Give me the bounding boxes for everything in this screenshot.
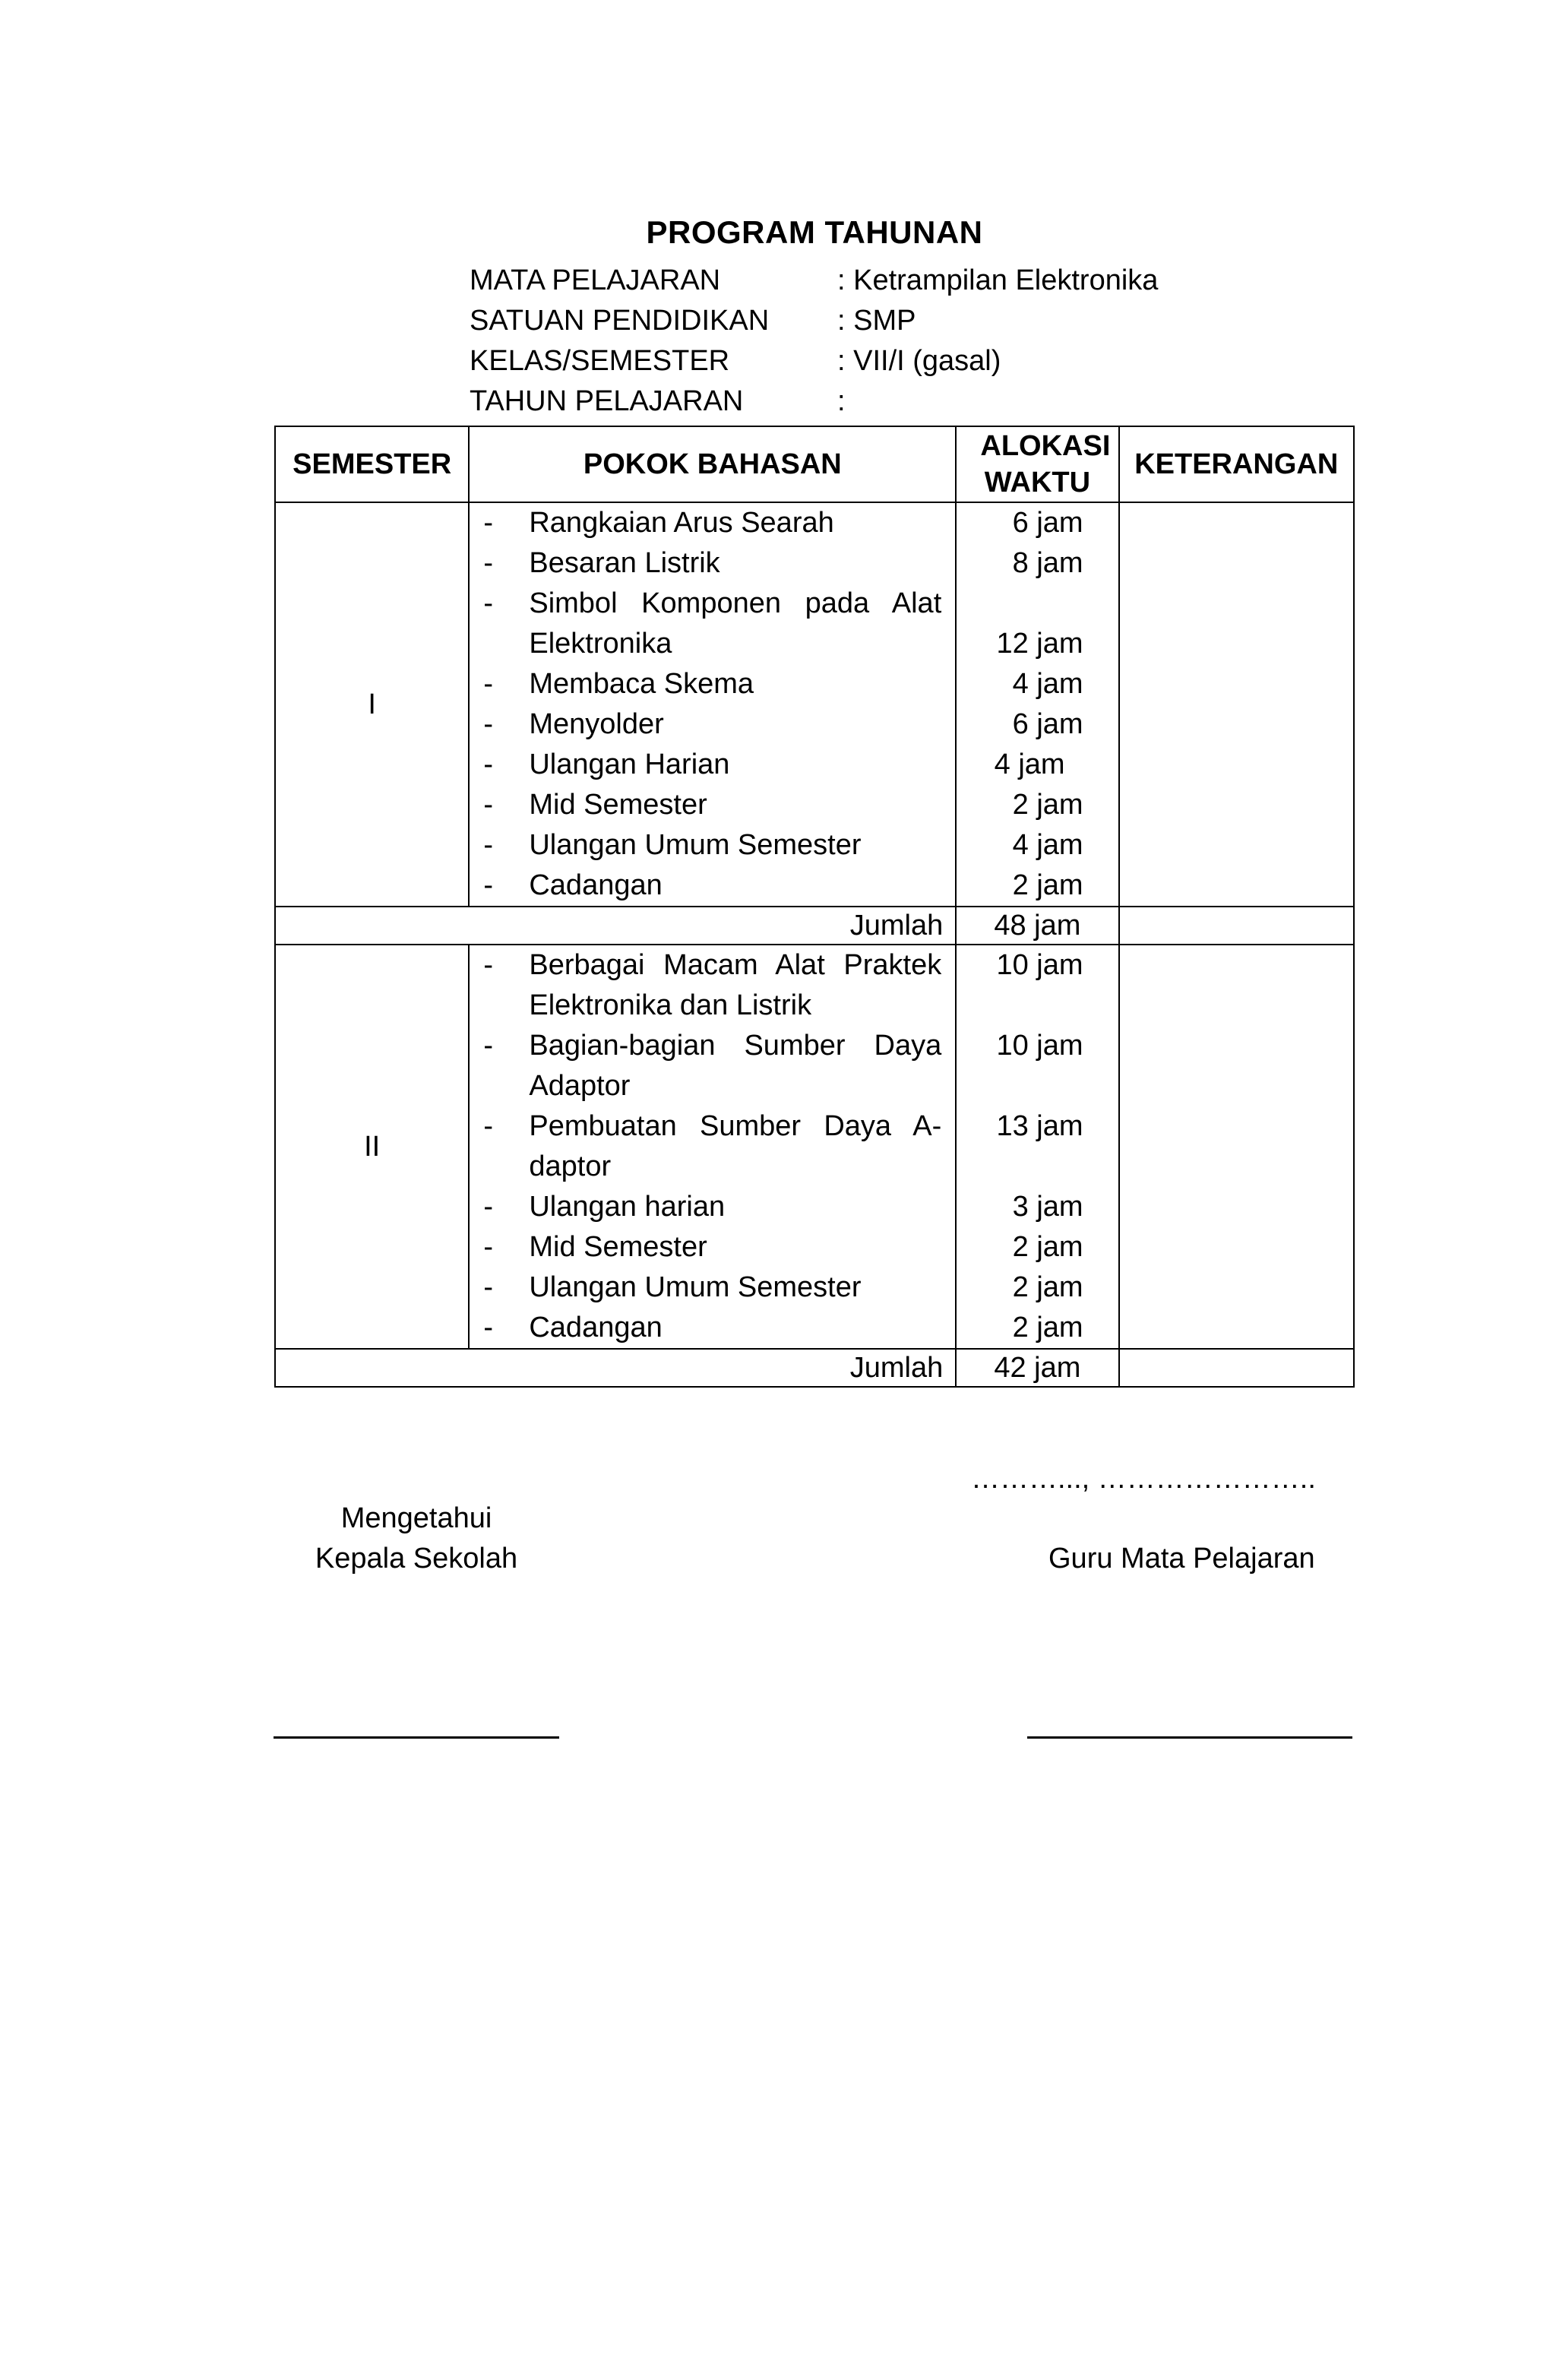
list-item [470, 1227, 955, 1268]
list-item [470, 1308, 955, 1348]
list-item [470, 704, 955, 745]
semester-label: II [275, 945, 469, 1349]
dash-bullet: - [483, 748, 494, 780]
meta-value: : Ketrampilan Elektronika [837, 264, 1159, 296]
list-item [470, 866, 955, 906]
alokasi-value: 4 jam [1012, 668, 1083, 700]
jumlah-label: Jumlah [275, 907, 956, 945]
list-item [470, 664, 955, 704]
semester-row [275, 502, 1354, 907]
alokasi-value: 2 jam [1012, 1312, 1083, 1343]
jumlah-row [275, 907, 1354, 945]
dash-bullet: - [483, 949, 494, 981]
alokasi-value: 10 jam [996, 1030, 1083, 1062]
jumlah-value: 42 jam [956, 1349, 1118, 1387]
list-item [470, 1268, 955, 1308]
alokasi-cell [956, 502, 1118, 907]
keterangan-cell [1119, 502, 1354, 907]
dash-bullet: - [483, 708, 494, 740]
signature-date-placeholder: ………..., ………………….. [971, 1463, 1316, 1495]
list-item [470, 785, 955, 825]
pokok-cell [469, 502, 956, 907]
item-text: Ulangan harian [529, 1191, 726, 1223]
alokasi-cell [956, 945, 1118, 1349]
document-title: PROGRAM TAHUNAN [646, 214, 983, 250]
header-pokok-bahasan: POKOK BAHASAN [469, 426, 956, 502]
signature-line-left [274, 1736, 559, 1739]
alokasi-value: 10 jam [996, 949, 1083, 981]
item-text: Besaran Listrik [529, 547, 720, 579]
alokasi-spacer [957, 986, 1118, 1026]
header-alokasi-text: ALOKASI WAKTU [980, 430, 1111, 498]
signature-line-right [1027, 1736, 1352, 1739]
item-text: Ulangan Harian [529, 748, 730, 780]
item-text: Rangkaian Arus Searah [529, 507, 834, 539]
meta-label: TAHUN PELAJARAN [470, 385, 744, 417]
keterangan-cell [1119, 945, 1354, 1349]
jumlah-keterangan [1119, 907, 1354, 945]
table-header-row [275, 426, 1354, 502]
meta-value: : SMP [837, 305, 916, 337]
item-text: Berbagai Macam Alat Praktek Elektronika dan Listrik [529, 949, 942, 1021]
dash-bullet: - [483, 869, 494, 901]
alokasi-value: 12 jam [996, 628, 1083, 660]
item-text: Ulangan Umum Semester [529, 1271, 862, 1303]
list-item [470, 1026, 955, 1106]
dash-bullet: - [483, 829, 494, 861]
dash-bullet: - [483, 1110, 494, 1142]
header-keterangan: KETERANGAN [1119, 426, 1354, 502]
dash-bullet: - [483, 1312, 494, 1343]
dash-bullet: - [483, 1231, 494, 1263]
jumlah-value: 48 jam [956, 907, 1118, 945]
jumlah-label: Jumlah [275, 1349, 956, 1387]
alokasi-value: 2 jam [1012, 789, 1083, 821]
dash-bullet: - [483, 547, 494, 579]
item-text: Cadangan [529, 869, 663, 901]
alokasi-spacer [957, 1066, 1118, 1106]
alokasi-spacer [957, 1147, 1118, 1187]
list-item [470, 1106, 955, 1187]
alokasi-value: 6 jam [1012, 708, 1083, 740]
list-item [470, 825, 955, 866]
alokasi-spacer [957, 584, 1118, 624]
signature-left-line1: Mengetahui [340, 1502, 492, 1534]
dash-bullet: - [483, 789, 494, 821]
meta-value: : VII/I (gasal) [837, 345, 1001, 377]
dash-bullet: - [483, 1191, 494, 1223]
meta-label: KELAS/SEMESTER [470, 345, 730, 377]
header-alokasi-waktu [956, 426, 1118, 502]
item-text: Membaca Skema [529, 668, 754, 700]
list-item [470, 1187, 955, 1227]
alokasi-value: 6 jam [1012, 507, 1083, 539]
list-item [470, 543, 955, 584]
dash-bullet: - [483, 668, 494, 700]
signature-left-block [302, 1499, 530, 1579]
semester-row [275, 945, 1354, 1349]
dash-bullet: - [483, 587, 494, 619]
jumlah-row [275, 1349, 1354, 1387]
dash-bullet: - [483, 507, 494, 539]
dash-bullet: - [483, 1030, 494, 1062]
item-text: Mid Semester [529, 1231, 707, 1263]
list-item [470, 945, 955, 1026]
pokok-list [470, 503, 955, 906]
item-text: Ulangan Umum Semester [529, 829, 862, 861]
semester-label: I [275, 502, 469, 907]
alokasi-value: 13 jam [996, 1110, 1083, 1142]
list-item [470, 584, 955, 664]
meta-label: MATA PELAJARAN [470, 264, 721, 296]
signature-left-line2: Kepala Sekolah [315, 1543, 518, 1575]
header-semester: SEMESTER [275, 426, 469, 502]
alokasi-value: 4 jam [994, 748, 1065, 780]
meta-label: SATUAN PENDIDIKAN [470, 305, 770, 337]
pokok-list [470, 945, 955, 1348]
alokasi-value: 3 jam [1012, 1191, 1083, 1223]
item-text: Simbol Komponen pada Alat Elektronika [529, 587, 942, 660]
alokasi-value: 2 jam [1012, 869, 1083, 901]
list-item [470, 503, 955, 543]
item-text: Cadangan [529, 1312, 663, 1343]
alokasi-value: 2 jam [1012, 1231, 1083, 1263]
list-item [470, 745, 955, 785]
alokasi-value: 2 jam [1012, 1271, 1083, 1303]
meta-value: : [837, 385, 846, 417]
dash-bullet: - [483, 1271, 494, 1303]
signature-right-line1: Guru Mata Pelajaran [1048, 1543, 1315, 1575]
item-text: Mid Semester [529, 789, 707, 821]
item-text: Menyolder [529, 708, 664, 740]
alokasi-value: 4 jam [1012, 829, 1083, 861]
pokok-cell [469, 945, 956, 1349]
signature-right-block [1048, 1539, 1315, 1579]
item-text: Pembuatan Sumber Daya A-daptor [529, 1110, 942, 1182]
program-table [274, 426, 1355, 1388]
jumlah-keterangan [1119, 1349, 1354, 1387]
item-text: Bagian-bagian Sumber Daya Adaptor [529, 1030, 942, 1102]
alokasi-value: 8 jam [1012, 547, 1083, 579]
